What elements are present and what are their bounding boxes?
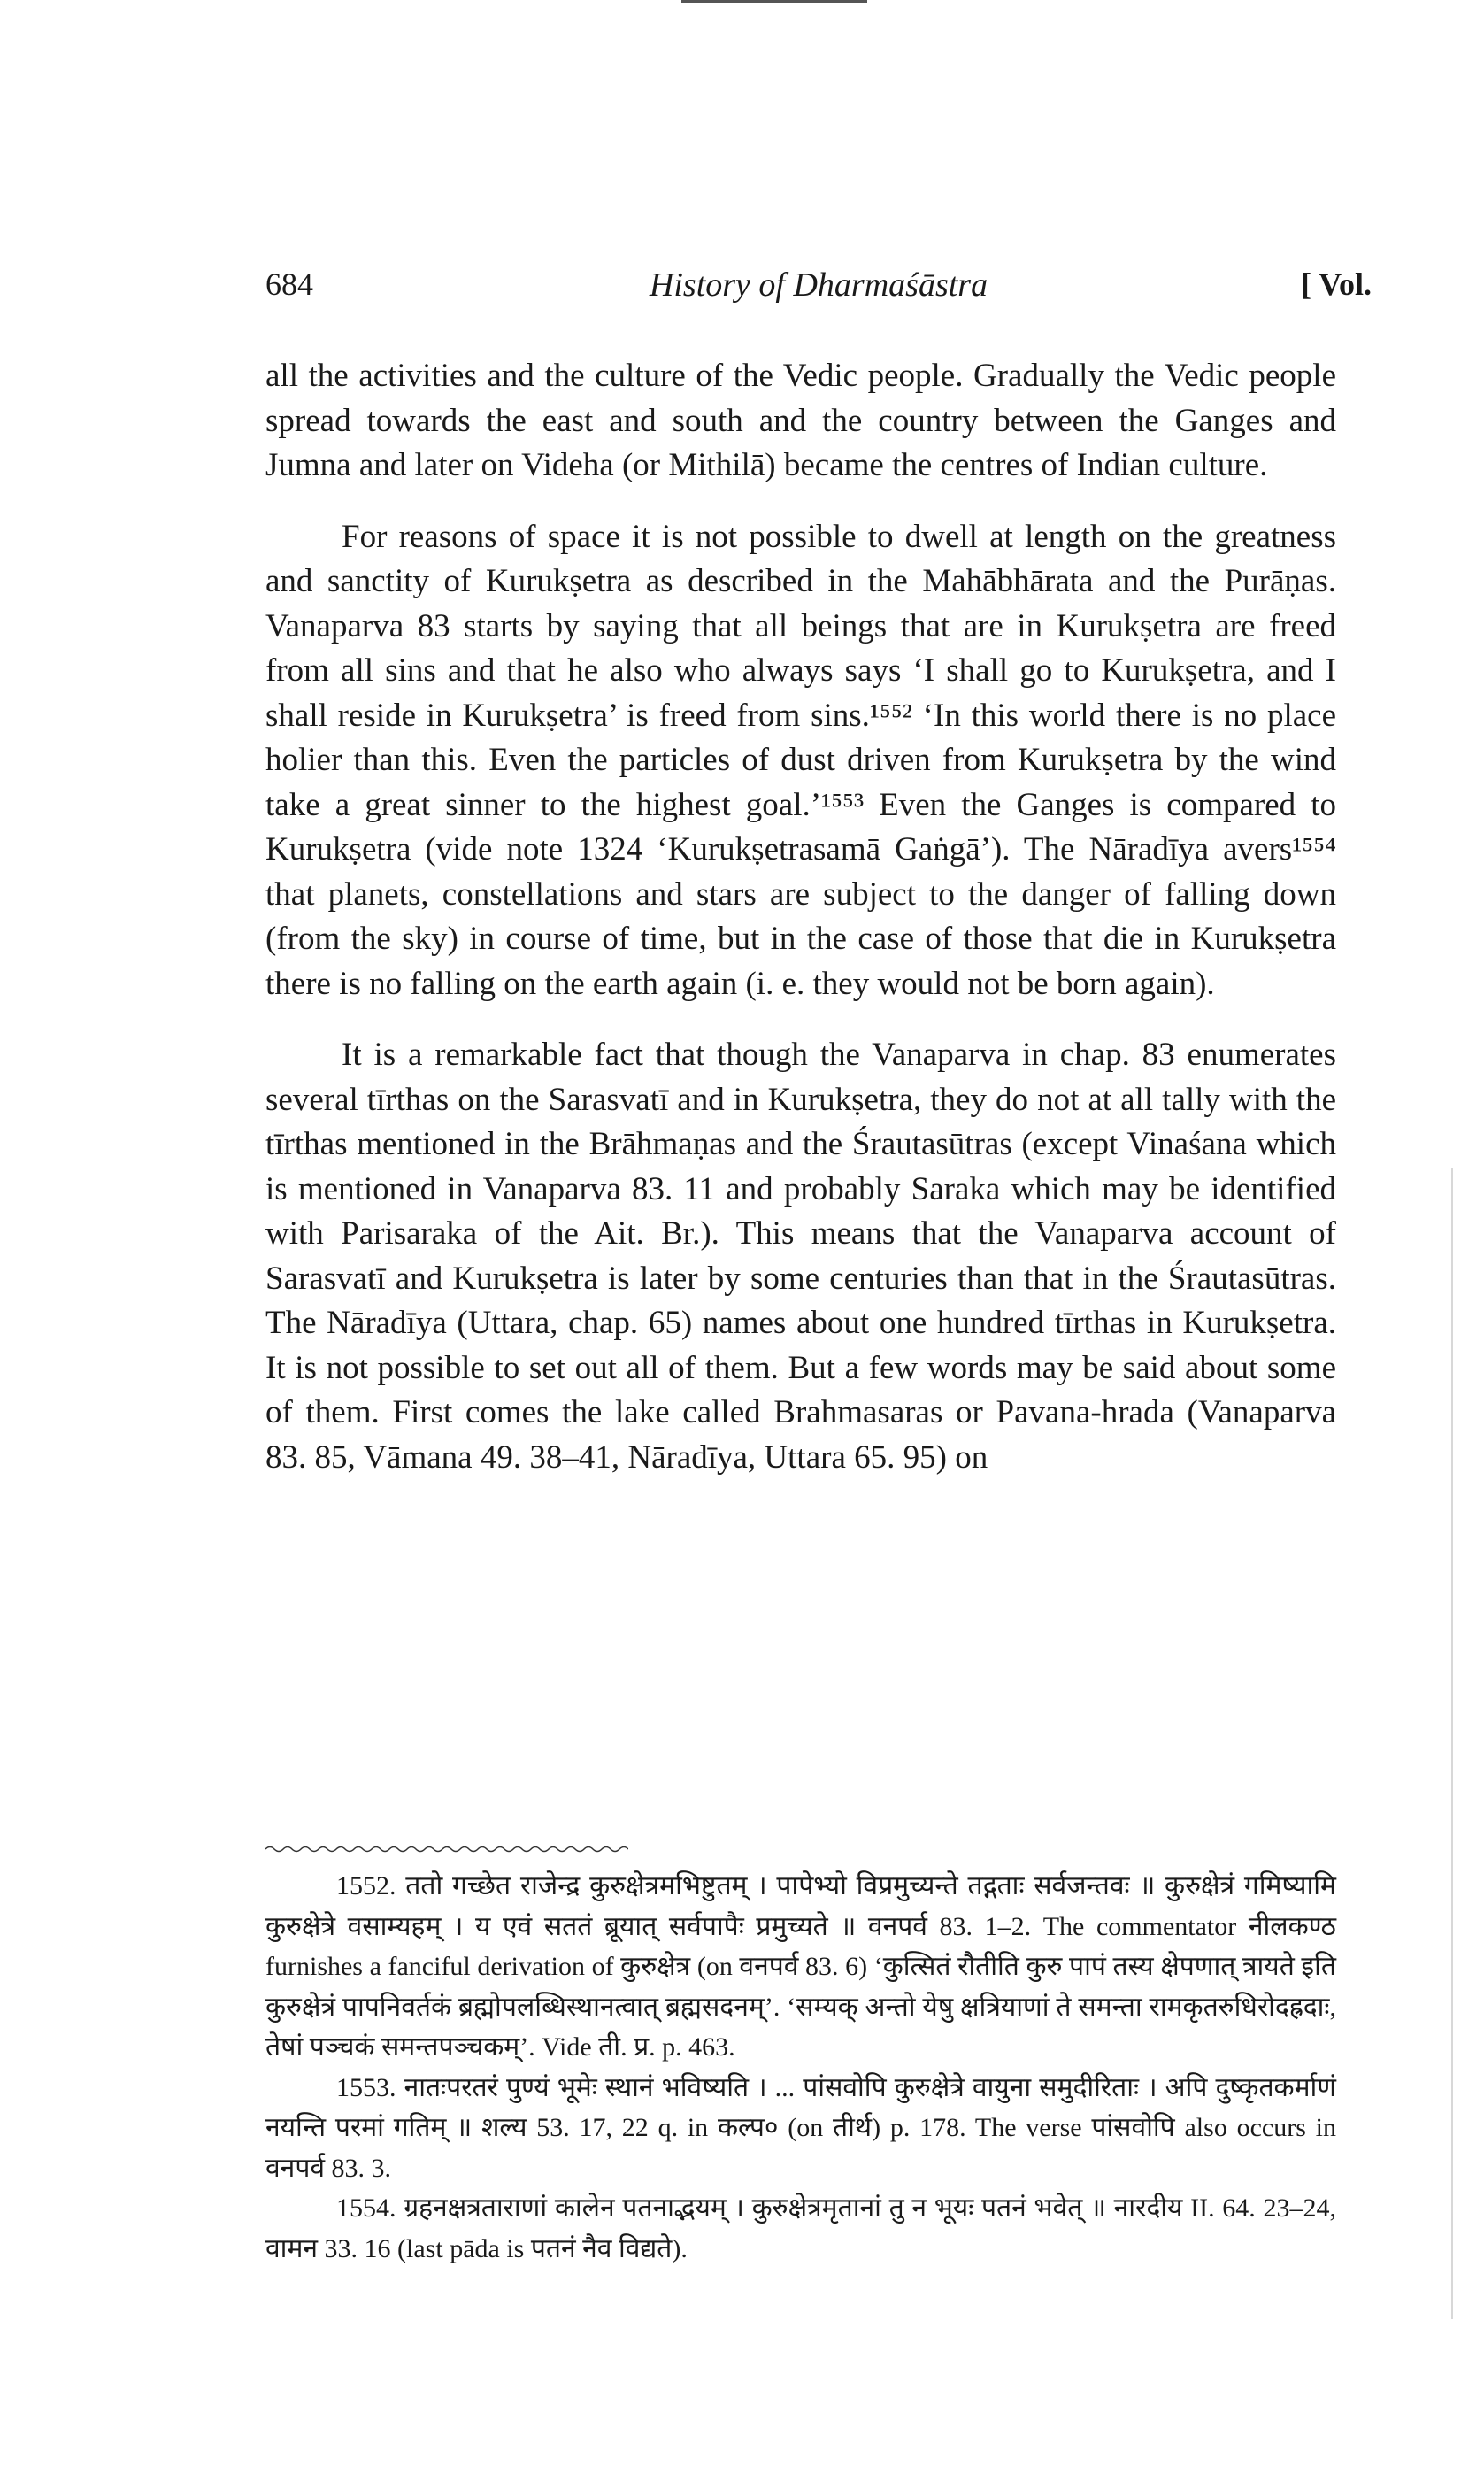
footnote-1552: 1552. ततो गच्छेत राजेन्द्र कुरुक्षेत्रमभिष्टुतम् । पापेभ्यो विप्रमुच्यन्ते तद्गताः सर्वजन्तवः ॥ कुरुक्षेत्रं गमिष्यामि कुरुक्षेत्रे वसाम्यहम् । य एवं सततं ब्रूयात् सर्वपापैः प्रमुच्यते ॥ वनपर्व 83. 1–2. The commentator नीलकण्ठ furnishes a fanciful derivation of कुरुक्षेत्र (on वनपर्व 83. 6) ‘कुत्सितं रौतीति कुरु पापं तस्य क्षेपणात् त्रायते इति कुरुक्षेत्रं पापनिवर्तकं ब्रह्मोपलब्धिस्थानत्वात् ब्रह्मसदनम्’. ‘सम्यक् अन्तो येषु क्षत्रियाणां ते समन्ता रामकृतरुधिरोदह्रदाः, तेषां पञ्चकं समन्तपञ्चकम्’. Vide ती. प्र. p. 463. [265, 1871, 1336, 2062]
running-title: History of Dharmaśāstra [649, 266, 988, 304]
volume-mark: [ Vol. [1300, 266, 1372, 302]
footnote-separator [265, 1845, 628, 1854]
footnote-1553: 1553. नातःपरतरं पुण्यं भूमेः स्थानं भविष्यति । ... पांसवोपि कुरुक्षेत्रे वायुना समुदीरिताः । अपि दुष्कृतकर्माणं नयन्ति परमां गतिम् ॥ शल्य 53. 17, 22 q. in कल्प० (on तीर्थ) p. 178. The verse पांसवोपि also occurs in वनपर्व 83. 3. [265, 2072, 1336, 2183]
scan-margin-line [1451, 1168, 1453, 2319]
footnote-1554: 1554. ग्रहनक्षत्रताराणां कालेन पतनाद्भयम् । कुरुक्षेत्रमृतानां तु न भूयः पतनं भवेत् ॥ नारदीय II. 64. 23–24, वामन 33. 16 (last pāda is पतनं नैव विद्यते). [265, 2193, 1336, 2263]
paragraph: It is a remarkable fact that though the Vanaparva in chap. 83 enumerates several tīrthas on the Sarasvatī and in Kurukṣetra, they do not at all tally with the tīrthas mentioned in the Brāhmaṇas and the Śrautasūtras (except Vinaśana which is mentioned in Vanaparva 83. 11 and probably Saraka which may be identified with Parisaraka of the Ait. Br.). This means that the Vanaparva account of Sarasvatī and Kurukṣetra is later by some centuries than that in the Śrautasūtras. The Nāradīya (Uttara, chap. 65) names about one hundred tīrthas in Kurukṣetra. It is not possible to set out all of them. But a few words may be said about some of them. First comes the lake called Brahmasaras or Pavana-hrada (Vanaparva 83. 85, Vāmana 49. 38–41, Nāradīya, Uttara 65. 95) on [265, 1037, 1336, 1476]
top-edge-rule [681, 0, 867, 3]
paragraph: For reasons of space it is not possible to dwell at length on the greatness and sanctity of Kurukṣetra as described in the Mahābhārata and the Purāṇas. Vanaparva 83 starts by saying that all beings that are in Kurukṣetra are freed from all sins and that he also who always says ‘I shall go to Kurukṣetra, and I shall reside in Kurukṣetra’ is freed from sins.¹⁵⁵² ‘In this world there is no place holier than this. Even the particles of dust driven from Kurukṣetra by the wind take a great sinner to the highest goal.’¹⁵⁵³ Even the Ganges is compared to Kurukṣetra (vide note 1324 ‘Kurukṣetrasamā Gaṅgā’). The Nāradīya avers¹⁵⁵⁴ that planets, constellations and stars are subject to the danger of falling down (from the sky) in course of time, but in the case of those that die in Kurukṣetra there is no falling on the earth again (i. e. they would not be born again). [265, 518, 1336, 1002]
paragraph: all the activities and the culture of the Vedic people. Gradually the Vedic people spread towards the east and south and the country between the Ganges and Jumna and later on Videha (or Mithilā) became the centres of Indian culture. [265, 358, 1336, 483]
body-text [265, 354, 1336, 1507]
footnotes [265, 1866, 1336, 2269]
page-number: 684 [265, 266, 313, 302]
page-header [265, 266, 1372, 319]
